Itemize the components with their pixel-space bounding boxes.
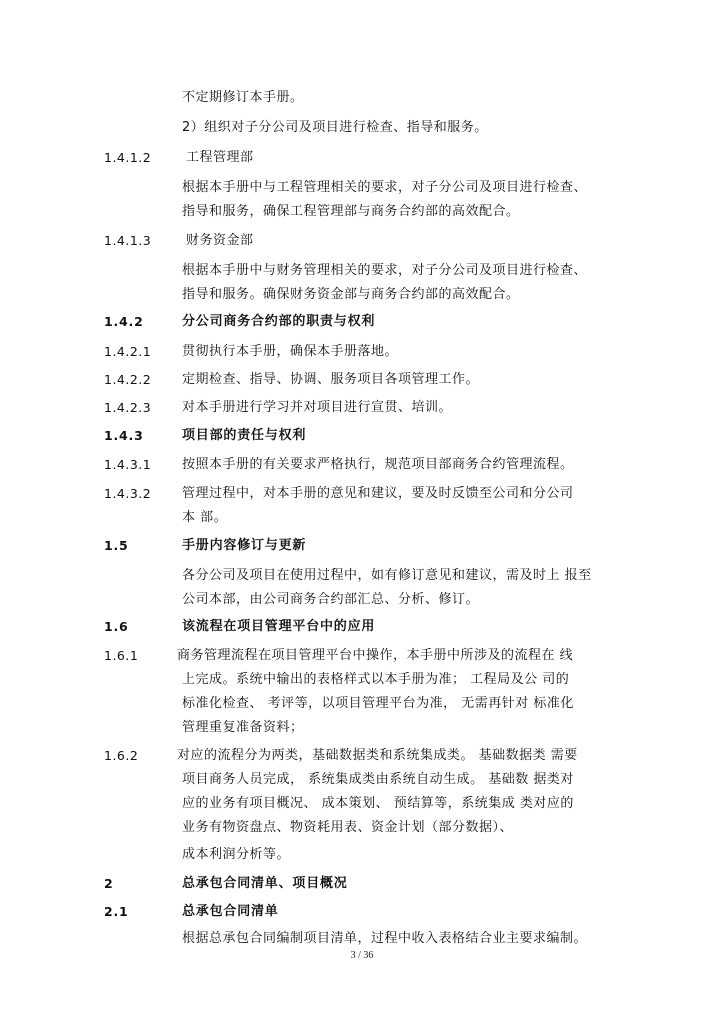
- text-line: 指导和服务。确保财务资金部与商务合约部的高效配合。: [182, 287, 520, 302]
- section-number: 1.4.2.1: [104, 344, 152, 359]
- text-line: 项目商务人员完成， 系统集成类由系统自动生成。 基础数 据类对: [182, 772, 574, 787]
- section-number: 2: [104, 876, 114, 891]
- section-heading: 分公司商务合约部的职责与权利: [182, 314, 376, 329]
- text-line: 管理过程中，对本手册的意见和建议，要及时反馈至公司和分公司: [182, 486, 574, 501]
- text-line: 本 部。: [182, 510, 228, 525]
- section-number: 1.4.2.2: [104, 372, 152, 387]
- section-title: 工程管理部: [186, 150, 254, 165]
- section-number: 1.5: [104, 538, 129, 553]
- section-number: 1.4.2.3: [104, 400, 152, 415]
- text-line: 上完成。系统中输出的表格样式以本手册为准； 工程局及公 司的: [182, 672, 570, 687]
- section-number: 2.1: [104, 904, 129, 919]
- section-heading: 该流程在项目管理平台中的应用: [182, 619, 376, 634]
- section-number: 1.6.1: [104, 648, 139, 663]
- text-line: 应的业务有项目概况、 成本策划、 预结算等，系统集成 类对应的: [182, 796, 574, 811]
- text-line: 指导和服务，确保工程管理部与商务合约部的高效配合。: [182, 204, 520, 219]
- text-line: 各分公司及项目在使用过程中，如有修订意见和建议，需及时上 报至: [182, 568, 592, 583]
- text-line: 根据总承包合同编制项目清单，过程中收入表格结合业主要求编制。: [182, 931, 588, 946]
- page-number: 3 / 36: [350, 950, 374, 961]
- section-heading: 手册内容修订与更新: [182, 538, 307, 553]
- text-line: 对应的流程分为两类，基础数据类和系统集成类。 基础数据类 需要: [177, 748, 578, 763]
- text-line: 公司本部，由公司商务合约部汇总、分析、修订。: [182, 592, 480, 607]
- text-line: 2）组织对子分公司及项目进行检查、指导和服务。: [182, 120, 488, 135]
- text-line: 标准化检查、 考评等，以项目管理平台为准， 无需再针对 标准化: [182, 696, 574, 711]
- section-number: 1.4.1.3: [104, 233, 152, 248]
- section-number: 1.6.2: [104, 748, 139, 763]
- section-heading: 总承包合同清单、项目概况: [182, 876, 348, 891]
- section-number: 1.4.3.2: [104, 486, 152, 501]
- section-heading: 总承包合同清单: [182, 904, 279, 919]
- text-line: 对本手册进行学习并对项目进行宣贯、培训。: [182, 400, 453, 415]
- text-line: 贯彻执行本手册，确保本手册落地。: [182, 344, 399, 359]
- section-heading: 项目部的责任与权利: [182, 428, 307, 443]
- text-line: 管理重复准备资料；: [182, 720, 304, 735]
- section-title: 财务资金部: [186, 233, 254, 248]
- section-number: 1.4.1.2: [104, 150, 152, 165]
- text-line: 业务有物资盘点、物资耗用表、资金计划（部分数据）、: [182, 820, 514, 835]
- text-line: 根据本手册中与财务管理相关的要求，对子分公司及项目进行检查、: [182, 263, 588, 278]
- section-number: 1.6: [104, 619, 129, 634]
- section-number: 1.4.3.1: [104, 457, 152, 472]
- text-line: 成本利润分析等。: [182, 847, 291, 862]
- text-line: 根据本手册中与工程管理相关的要求，对子分公司及项目进行检查、: [182, 180, 588, 195]
- section-number: 1.4.2: [104, 314, 144, 329]
- text-line: 定期检查、指导、协调、服务项目各项管理工作。: [182, 372, 480, 387]
- text-line: 商务管理流程在项目管理平台中操作，本手册中所涉及的流程在 线: [177, 648, 574, 663]
- section-number: 1.4.3: [104, 428, 144, 443]
- text-line: 不定期修订本手册。: [182, 90, 304, 105]
- text-line: 按照本手册的有关要求严格执行，规范项目部商务合约管理流程。: [182, 457, 574, 472]
